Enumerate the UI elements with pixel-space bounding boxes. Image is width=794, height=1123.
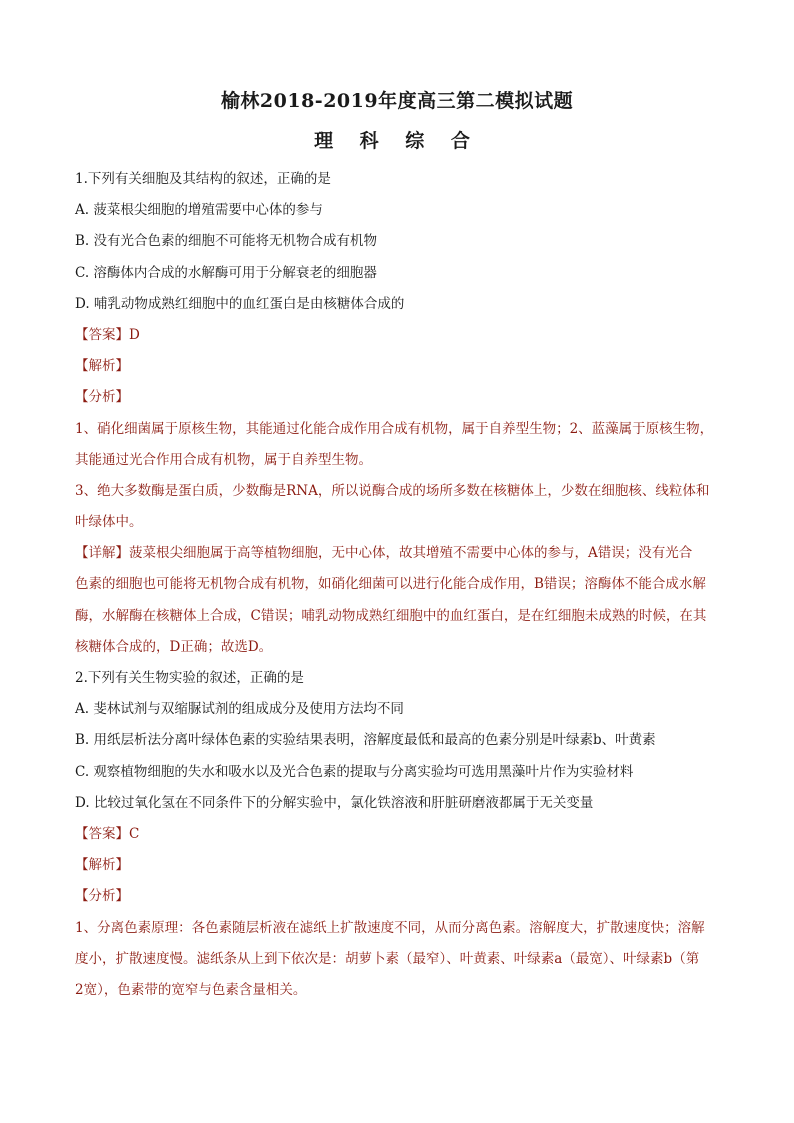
question-1-analysis-line: 其能通过光合作用合成有机物，属于自养型生物。 (75, 451, 372, 468)
question-1-detail-line: 色素的细胞也可能将无机物合成有机物，如硝化细菌可以进行化能合成作用，B错误；溶酶体不能合成水解 (75, 576, 706, 593)
question-1-option-b: B. 没有光合色素的细胞不可能将无机物合成有机物 (75, 233, 378, 250)
question-2-answer (75, 819, 727, 850)
question-2-analysis-line: 2宽），色素带的宽窄与色素含量相关。 (75, 981, 307, 998)
answer-tag: 【答案】 (75, 825, 129, 842)
detail-tag: 【详解】 (75, 545, 129, 562)
question-2-explain-tag: 【解析】 (75, 857, 129, 874)
question-1-analysis-tag: 【分析】 (75, 389, 129, 406)
answer-value: D (129, 326, 140, 343)
question-1-option-c: C. 溶酶体内合成的水解酶可用于分解衰老的细胞器 (75, 264, 377, 281)
detail-text: 菠菜根尖细胞属于高等植物细胞，无中心体，故其增殖不需要中心体的参与，A错误；没有光合 (129, 545, 693, 562)
question-2-analysis-line: 度小，扩散速度慢。滤纸条从上到下依次是：胡萝卜素（最窄）、叶黄素、叶绿素a（最宽）、叶绿素b（第 (75, 950, 700, 967)
question-2-stem: 2.下列有关生物实验的叙述，正确的是 (75, 670, 304, 686)
question-2-analysis-tag: 【分析】 (75, 888, 129, 905)
question-1-analysis-line: 叶绿体中。 (75, 514, 143, 531)
question-1-detail-line: 核糖体合成的，D正确；故选D。 (75, 638, 273, 655)
question-1-detail (75, 538, 727, 569)
question-1-explain-tag: 【解析】 (75, 358, 129, 375)
question-2-option-c: C. 观察植物细胞的失水和吸水以及光合色素的提取与分离实验均可选用黑藻叶片作为实验材料 (75, 763, 634, 780)
question-1-option-a: A. 菠菜根尖细胞的增殖需要中心体的参与 (75, 202, 323, 219)
answer-value: C (129, 825, 140, 842)
question-1-detail-line: 酶，水解酶在核糖体上合成，C错误；哺乳动物成熟红细胞中的血红蛋白，是在红细胞未成熟的时候，在其 (75, 607, 707, 624)
question-1-stem: 1.下列有关细胞及其结构的叙述，正确的是 (75, 171, 331, 187)
question-2-analysis-line: 1、分离色素原理：各色素随层析液在滤纸上扩散速度不同，从而分离色素。溶解度大，扩散速度快；溶解 (75, 919, 705, 936)
question-1-answer (75, 320, 727, 351)
question-2-option-b: B. 用纸层析法分离叶绿体色素的实验结果表明，溶解度最低和最高的色素分别是叶绿素b、叶黄素 (75, 732, 656, 749)
document-body (75, 164, 727, 1006)
question-2-option-d: D. 比较过氧化氢在不同条件下的分解实验中，氯化铁溶液和肝脏研磨液都属于无关变量 (75, 794, 594, 811)
question-1-analysis-line: 1、硝化细菌属于原核生物，其能通过化能合成作用合成有机物，属于自养型生物；2、蓝藻属于原核生物， (75, 420, 714, 437)
question-1-option-d: D. 哺乳动物成熟红细胞中的血红蛋白是由核糖体合成的 (75, 295, 405, 312)
question-1-analysis-line: 3、绝大多数酶是蛋白质，少数酶是RNA，所以说酶合成的场所多数在核糖体上，少数在细胞核、线粒体和 (75, 482, 710, 499)
question-2-option-a: A. 斐林试剂与双缩脲试剂的组成成分及使用方法均不同 (75, 701, 404, 718)
document-subtitle: 理 科 综 合 (314, 130, 480, 152)
document-title: 榆林2018-2019年度高三第二模拟试题 (220, 90, 574, 112)
answer-tag: 【答案】 (75, 326, 129, 343)
